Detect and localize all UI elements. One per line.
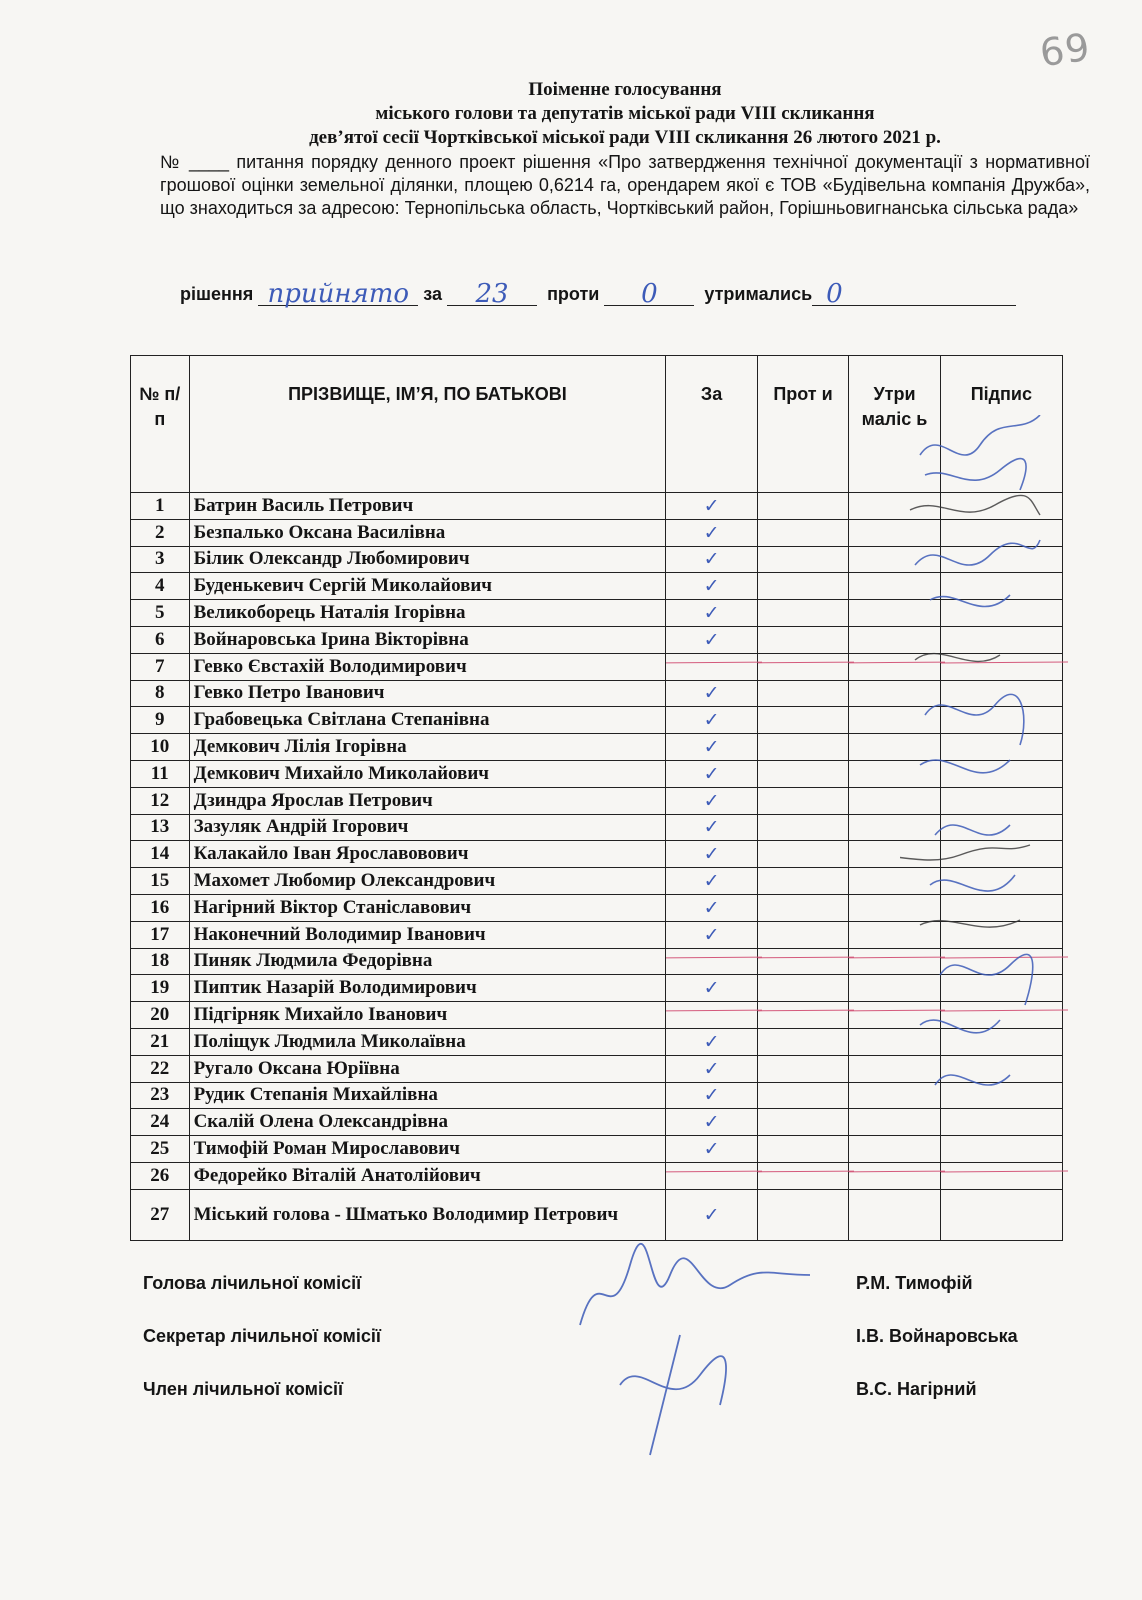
vote-against-cell xyxy=(757,493,848,520)
vote-for-cell xyxy=(666,1162,757,1189)
row-number: 21 xyxy=(131,1028,190,1055)
row-number: 25 xyxy=(131,1136,190,1163)
header-against: Прот и xyxy=(757,356,848,493)
vote-against-cell xyxy=(757,1028,848,1055)
vote-against-cell xyxy=(757,626,848,653)
vote-against-cell xyxy=(757,573,848,600)
vote-against-cell xyxy=(757,841,848,868)
row-number: 15 xyxy=(131,868,190,895)
abstained-label: утримались xyxy=(704,284,813,304)
deputy-name: Великоборець Наталія Ігорівна xyxy=(189,600,666,627)
vote-for-cell: ✓ xyxy=(666,707,757,734)
vote-for-cell: ✓ xyxy=(666,1055,757,1082)
header-num: № п/п xyxy=(131,356,190,493)
row-number: 10 xyxy=(131,734,190,761)
row-number: 1 xyxy=(131,493,190,520)
vote-for-cell: ✓ xyxy=(666,519,757,546)
vote-for-cell: ✓ xyxy=(666,600,757,627)
row-number: 16 xyxy=(131,894,190,921)
vote-against-cell xyxy=(757,707,848,734)
absence-strike-line xyxy=(666,956,762,958)
vote-against-cell xyxy=(757,734,848,761)
deputy-name: Пиняк Людмила Федорівна xyxy=(189,948,666,975)
vote-against-cell xyxy=(757,600,848,627)
vote-against-cell xyxy=(757,1162,848,1189)
commission-role: Секретар лічильної комісії xyxy=(143,1326,381,1346)
deputy-name: Міський голова - Шматько Володимир Петрович xyxy=(189,1189,666,1240)
deputy-name: Грабовецька Світлана Степанівна xyxy=(189,707,666,734)
title-line-2: міського голови та депутатів міської ради VIII скликання xyxy=(375,103,875,124)
vote-for-cell: ✓ xyxy=(666,1109,757,1136)
deputy-name: Пиптик Назарій Володимирович xyxy=(189,975,666,1002)
deputy-name: Зазуляк Андрій Ігорович xyxy=(189,814,666,841)
vote-against-cell xyxy=(757,894,848,921)
vote-against-cell xyxy=(757,546,848,573)
vote-against-cell xyxy=(757,975,848,1002)
absence-strike-line xyxy=(666,661,762,663)
row-number: 20 xyxy=(131,1002,190,1029)
row-number: 7 xyxy=(131,653,190,680)
vote-for-cell: ✓ xyxy=(666,975,757,1002)
deputy-name: Демкович Лілія Ігорівна xyxy=(189,734,666,761)
row-number: 17 xyxy=(131,921,190,948)
deputy-name: Войнаровська Ірина Вікторівна xyxy=(189,626,666,653)
row-number: 27 xyxy=(131,1189,190,1240)
document-header xyxy=(160,78,1090,220)
signature-scribbles xyxy=(900,415,1050,1215)
commission-name: Р.М. Тимофій xyxy=(856,1273,973,1293)
vote-for-cell: ✓ xyxy=(666,787,757,814)
for-count: 23 xyxy=(447,283,537,306)
vote-against-cell xyxy=(757,1136,848,1163)
vote-against-cell xyxy=(757,868,848,895)
vote-for-cell: ✓ xyxy=(666,626,757,653)
vote-for-cell: ✓ xyxy=(666,680,757,707)
deputy-name: Білик Олександр Любомирович xyxy=(189,546,666,573)
vote-for-cell: ✓ xyxy=(666,921,757,948)
deputy-name: Скалій Олена Олександрівна xyxy=(189,1109,666,1136)
vote-for-cell: ✓ xyxy=(666,841,757,868)
for-label: за xyxy=(423,284,443,304)
header-abstained: Утри маліс ь xyxy=(849,356,940,493)
absence-strike-line xyxy=(758,956,854,958)
deputy-name: Рудик Степанія Михайлівна xyxy=(189,1082,666,1109)
against-count: 0 xyxy=(604,283,694,306)
vote-for-cell: ✓ xyxy=(666,546,757,573)
agenda-question: № ____ питання порядку денного проект рішення «Про затвердження технічної документації з нормативної грошової оцінки земельної ділянки, площею 0,6214 га, орендарем якої є ТОВ «Будівельна компанія Дружба», що знаходиться за адресою: Тернопільська область, Чортківський район, Горішньовигнанська сільська рада» xyxy=(160,152,1090,218)
decision-label: рішення xyxy=(180,284,254,304)
deputy-name: Безпалько Оксана Василівна xyxy=(189,519,666,546)
deputy-name: Дзиндра Ярослав Петрович xyxy=(189,787,666,814)
vote-against-cell xyxy=(757,1002,848,1029)
vote-for-cell xyxy=(666,1002,757,1029)
vote-for-cell: ✓ xyxy=(666,573,757,600)
decision-value: прийнято xyxy=(258,283,418,306)
row-number: 23 xyxy=(131,1082,190,1109)
vote-against-cell xyxy=(757,680,848,707)
deputy-name: Нагірний Віктор Станіславович xyxy=(189,894,666,921)
deputy-name: Наконечний Володимир Іванович xyxy=(189,921,666,948)
vote-against-cell xyxy=(757,1055,848,1082)
vote-for-cell: ✓ xyxy=(666,1136,757,1163)
deputy-name: Федорейко Віталій Анатолійович xyxy=(189,1162,666,1189)
absence-strike-line xyxy=(666,1010,762,1012)
vote-against-cell xyxy=(757,948,848,975)
vote-against-cell xyxy=(757,787,848,814)
deputy-name: Гевко Петро Іванович xyxy=(189,680,666,707)
deputy-name: Махомет Любомир Олександрович xyxy=(189,868,666,895)
vote-for-cell: ✓ xyxy=(666,1189,757,1240)
row-number: 24 xyxy=(131,1109,190,1136)
row-number: 8 xyxy=(131,680,190,707)
against-label: проти xyxy=(547,284,600,304)
row-number: 6 xyxy=(131,626,190,653)
abstained-count: 0 xyxy=(812,283,1016,306)
absence-strike-line xyxy=(758,1010,854,1012)
commission-role: Член лічильної комісії xyxy=(143,1379,344,1399)
deputy-name: Калакайло Іван Ярославовович xyxy=(189,841,666,868)
row-number: 3 xyxy=(131,546,190,573)
commission-name: І.В. Войнаровська xyxy=(856,1326,1018,1346)
vote-for-cell xyxy=(666,653,757,680)
vote-for-cell: ✓ xyxy=(666,493,757,520)
commission-role: Голова лічильної комісії xyxy=(143,1273,362,1293)
vote-for-cell: ✓ xyxy=(666,814,757,841)
vote-against-cell xyxy=(757,921,848,948)
deputy-name: Батрин Василь Петрович xyxy=(189,493,666,520)
vote-for-cell xyxy=(666,948,757,975)
row-number: 2 xyxy=(131,519,190,546)
commission-name: В.С. Нагірний xyxy=(856,1379,977,1399)
vote-for-cell: ✓ xyxy=(666,734,757,761)
absence-strike-line xyxy=(666,1171,762,1173)
row-number: 26 xyxy=(131,1162,190,1189)
title-line-1: Поіменне голосування xyxy=(528,79,722,100)
row-number: 18 xyxy=(131,948,190,975)
title-line-3: дев’ятої сесії Чортківської міської ради VIII скликання 26 лютого 2021 р. xyxy=(309,127,941,148)
header-name: ПРІЗВИЩЕ, ІМ’Я, ПО БАТЬКОВІ xyxy=(189,356,666,493)
vote-for-cell: ✓ xyxy=(666,1028,757,1055)
deputy-name: Тимофій Роман Мирославович xyxy=(189,1136,666,1163)
vote-for-cell: ✓ xyxy=(666,760,757,787)
deputy-name: Ругало Оксана Юріївна xyxy=(189,1055,666,1082)
vote-against-cell xyxy=(757,814,848,841)
row-number: 11 xyxy=(131,760,190,787)
vote-for-cell: ✓ xyxy=(666,1082,757,1109)
row-number: 4 xyxy=(131,573,190,600)
row-number: 13 xyxy=(131,814,190,841)
vote-against-cell xyxy=(757,760,848,787)
absence-strike-line xyxy=(758,661,854,663)
vote-against-cell xyxy=(757,653,848,680)
vote-for-cell: ✓ xyxy=(666,894,757,921)
row-number: 12 xyxy=(131,787,190,814)
deputy-name: Підгірняк Михайло Іванович xyxy=(189,1002,666,1029)
page-number-handwritten: 69 xyxy=(1037,24,1094,76)
deputy-name: Буденькевич Сергій Миколайович xyxy=(189,573,666,600)
vote-for-cell: ✓ xyxy=(666,868,757,895)
row-number: 5 xyxy=(131,600,190,627)
header-for: За xyxy=(666,356,757,493)
deputy-name: Гевко Євстахій Володимирович xyxy=(189,653,666,680)
decision-summary xyxy=(180,279,1080,309)
vote-against-cell xyxy=(757,1109,848,1136)
commission-signatures xyxy=(560,1215,820,1465)
vote-against-cell xyxy=(757,1082,848,1109)
deputy-name: Демкович Михайло Миколайович xyxy=(189,760,666,787)
row-number: 22 xyxy=(131,1055,190,1082)
row-number: 19 xyxy=(131,975,190,1002)
header-signature: Підпис xyxy=(940,356,1062,493)
vote-against-cell xyxy=(757,519,848,546)
absence-strike-line xyxy=(758,1171,854,1173)
row-number: 9 xyxy=(131,707,190,734)
row-number: 14 xyxy=(131,841,190,868)
deputy-name: Поліщук Людмила Миколаївна xyxy=(189,1028,666,1055)
